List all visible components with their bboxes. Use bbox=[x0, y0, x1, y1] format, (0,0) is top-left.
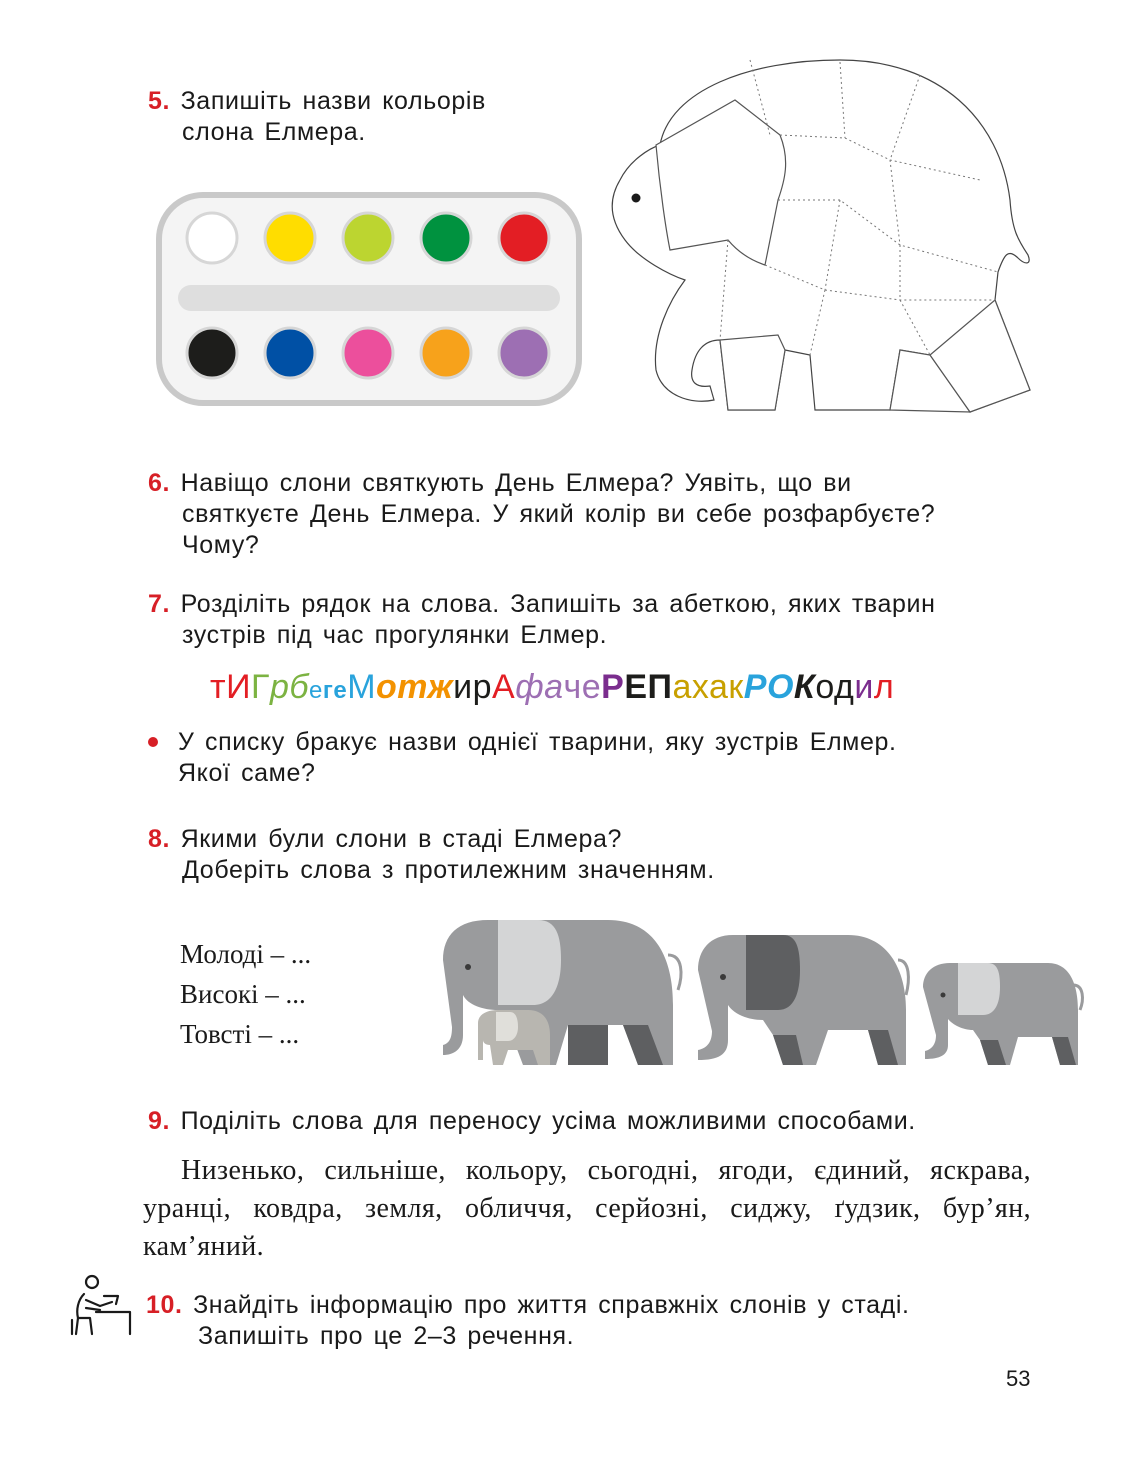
task-text: Якими були слони в стаді Елмера? bbox=[180, 825, 623, 853]
letter-segment: е bbox=[308, 677, 323, 704]
letter-segment: И bbox=[226, 668, 252, 706]
paint-well bbox=[265, 213, 315, 263]
letter-segment: К bbox=[793, 668, 816, 706]
paint-well bbox=[343, 213, 393, 263]
task-text: слона Елмера. bbox=[182, 118, 366, 146]
task-text: Розділіть рядок на слова. Запишіть за абеткою, яких тварин bbox=[180, 590, 936, 618]
task-5 bbox=[148, 86, 486, 148]
letter-segment: од bbox=[815, 668, 855, 706]
paint-well bbox=[421, 213, 471, 263]
opposites-list bbox=[180, 934, 311, 1054]
paint-well bbox=[265, 328, 315, 378]
task-number: 7. bbox=[148, 590, 171, 618]
letter-segment: и bbox=[854, 668, 874, 706]
task-number: 6. bbox=[148, 469, 171, 497]
letter-segment: П bbox=[647, 668, 673, 706]
task-text: святкуєте День Елмера. У який колір ви себе розфарбуєте? bbox=[182, 500, 936, 528]
task-text: Навіщо слони святкують День Елмера? Уявіть, що ви bbox=[180, 469, 852, 497]
letter-segment: че bbox=[563, 668, 602, 706]
letter-segment: Г bbox=[251, 668, 270, 706]
opposite-item: Високі – ... bbox=[180, 979, 306, 1009]
letter-segment: РО bbox=[743, 668, 794, 706]
letter-segment: отж bbox=[376, 668, 454, 706]
task-9 bbox=[148, 1106, 916, 1137]
task-text: Поділіть слова для переносу усіма можливими способами. bbox=[180, 1107, 916, 1135]
task-text: У списку бракує назви однієї тварини, яку зустрів Елмер. bbox=[178, 728, 897, 756]
task-number: 10. bbox=[146, 1291, 183, 1319]
paint-well bbox=[499, 213, 549, 263]
task-number: 5. bbox=[148, 87, 171, 115]
task-number: 8. bbox=[148, 825, 171, 853]
letter-segment: М bbox=[347, 668, 377, 706]
task-text: Запишіть про це 2–3 речення. bbox=[198, 1322, 575, 1350]
elmer-elephant-outline bbox=[600, 50, 1040, 430]
baby-elephant bbox=[478, 1010, 550, 1065]
paint-well bbox=[343, 328, 393, 378]
merged-animal-letter-string bbox=[210, 668, 894, 707]
middle-elephant bbox=[698, 935, 908, 1065]
paint-palette bbox=[156, 192, 582, 406]
task-number: 9. bbox=[148, 1107, 171, 1135]
task-text: Знайдіть інформацію про життя справжніх слонів у стаді. bbox=[193, 1291, 910, 1319]
letter-segment: фа bbox=[515, 668, 564, 706]
paint-well bbox=[187, 328, 237, 378]
task-8 bbox=[148, 824, 715, 886]
elephant-herd-illustration bbox=[428, 915, 1088, 1067]
letter-segment: ахак bbox=[672, 668, 744, 706]
small-elephant bbox=[923, 963, 1082, 1065]
paint-well bbox=[421, 328, 471, 378]
task-text: Чому? bbox=[182, 531, 260, 559]
person-at-desk-icon bbox=[70, 1274, 132, 1336]
page-number: 53 bbox=[1006, 1366, 1031, 1391]
letter-segment: А bbox=[492, 668, 516, 706]
bullet-dot bbox=[148, 737, 158, 747]
task-10 bbox=[146, 1290, 910, 1352]
task-text: Якої саме? bbox=[178, 759, 316, 787]
letter-segment: Р bbox=[601, 668, 625, 706]
opposite-item: Молоді – ... bbox=[180, 939, 312, 969]
paint-well bbox=[499, 328, 549, 378]
task-text: Доберіть слова з протилежним значенням. bbox=[182, 856, 715, 884]
paint-well bbox=[187, 213, 237, 263]
letter-segment: л bbox=[873, 668, 895, 706]
letter-segment: ге bbox=[322, 677, 348, 704]
task-7 bbox=[148, 589, 935, 651]
task-6 bbox=[148, 468, 935, 561]
letter-segment: т bbox=[210, 668, 227, 706]
task-text: Запишіть назви кольорів bbox=[180, 87, 486, 115]
letter-segment: Е bbox=[624, 668, 648, 706]
task-7-bullet bbox=[178, 727, 897, 789]
hyphenation-word-list: Низенько, сильніше, кольору, сьогодні, ягоди, єдиний, яскрава, уранці, ковдра, земля, обличчя, серйозні, сиджу, ґудзик, бур’ян, кам’яний. bbox=[143, 1155, 1031, 1262]
task-text: зустрів під час прогулянки Елмер. bbox=[182, 621, 608, 649]
opposite-item: Товсті – ... bbox=[180, 1019, 300, 1049]
letter-segment: ир bbox=[453, 668, 493, 706]
letter-segment: рб bbox=[269, 668, 309, 706]
